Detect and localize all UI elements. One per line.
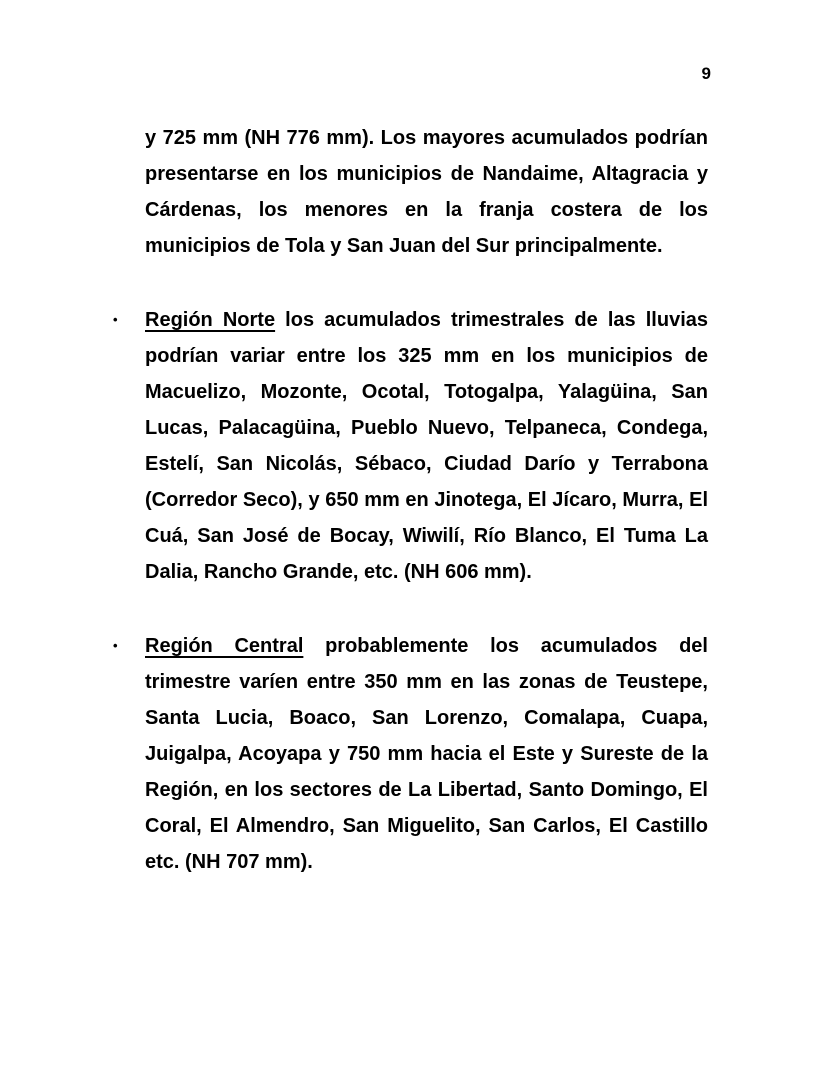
region-central-heading: Región Central bbox=[145, 635, 304, 657]
paragraph bbox=[145, 302, 708, 590]
bullet-item-region-norte bbox=[113, 302, 709, 590]
region-norte-heading: Región Norte bbox=[145, 309, 276, 331]
bullet-icon: • bbox=[113, 312, 118, 327]
paragraph bbox=[145, 628, 708, 880]
page-number: 9 bbox=[701, 64, 711, 83]
paragraph-text: los acumulados trimestrales de las lluvias podrían variar entre los 325 mm en los municipios de Macuelizo, Mozonte, Ocotal, Totogalpa, Yalagüina, San Lucas, Palacagüina, Pueblo Nuevo, Telpaneca, Condega, Estelí, San Nicolás, Sébaco, Ciudad Darío y Terrabona (Corredor Seco), y 650 mm en Jinotega, El Jícaro, Murra, El Cuá, San José de Bocay, Wiwilí, Río Blanco, El Tuma La Dalia, Rancho Grande, etc. (NH 606 mm). bbox=[145, 309, 709, 583]
text-column bbox=[113, 120, 709, 918]
paragraph-continuation bbox=[145, 120, 708, 264]
paragraph-text: probablemente los acumulados del trimestre varíen entre 350 mm en las zonas de Teustepe, Santa Lucia, Boaco, San Lorenzo, Comalapa, Cuapa, Juigalpa, Acoyapa y 750 mm hacia el Este y Sureste de la Región, en los sectores de La Libertad, Santo Domingo, El Coral, El Almendro, San Miguelito, San Carlos, El Castillo etc. (NH 707 mm). bbox=[145, 635, 708, 873]
bullet-item-region-central bbox=[113, 628, 708, 880]
bullet-icon: • bbox=[113, 638, 118, 653]
paragraph-text: y 725 mm (NH 776 mm). Los mayores acumulados podrían presentarse en los municipios de Nandaime, Altagracia y Cárdenas, los menores en la franja costera de los municipios de Tola y San Juan del Sur principalmente. bbox=[145, 127, 708, 257]
